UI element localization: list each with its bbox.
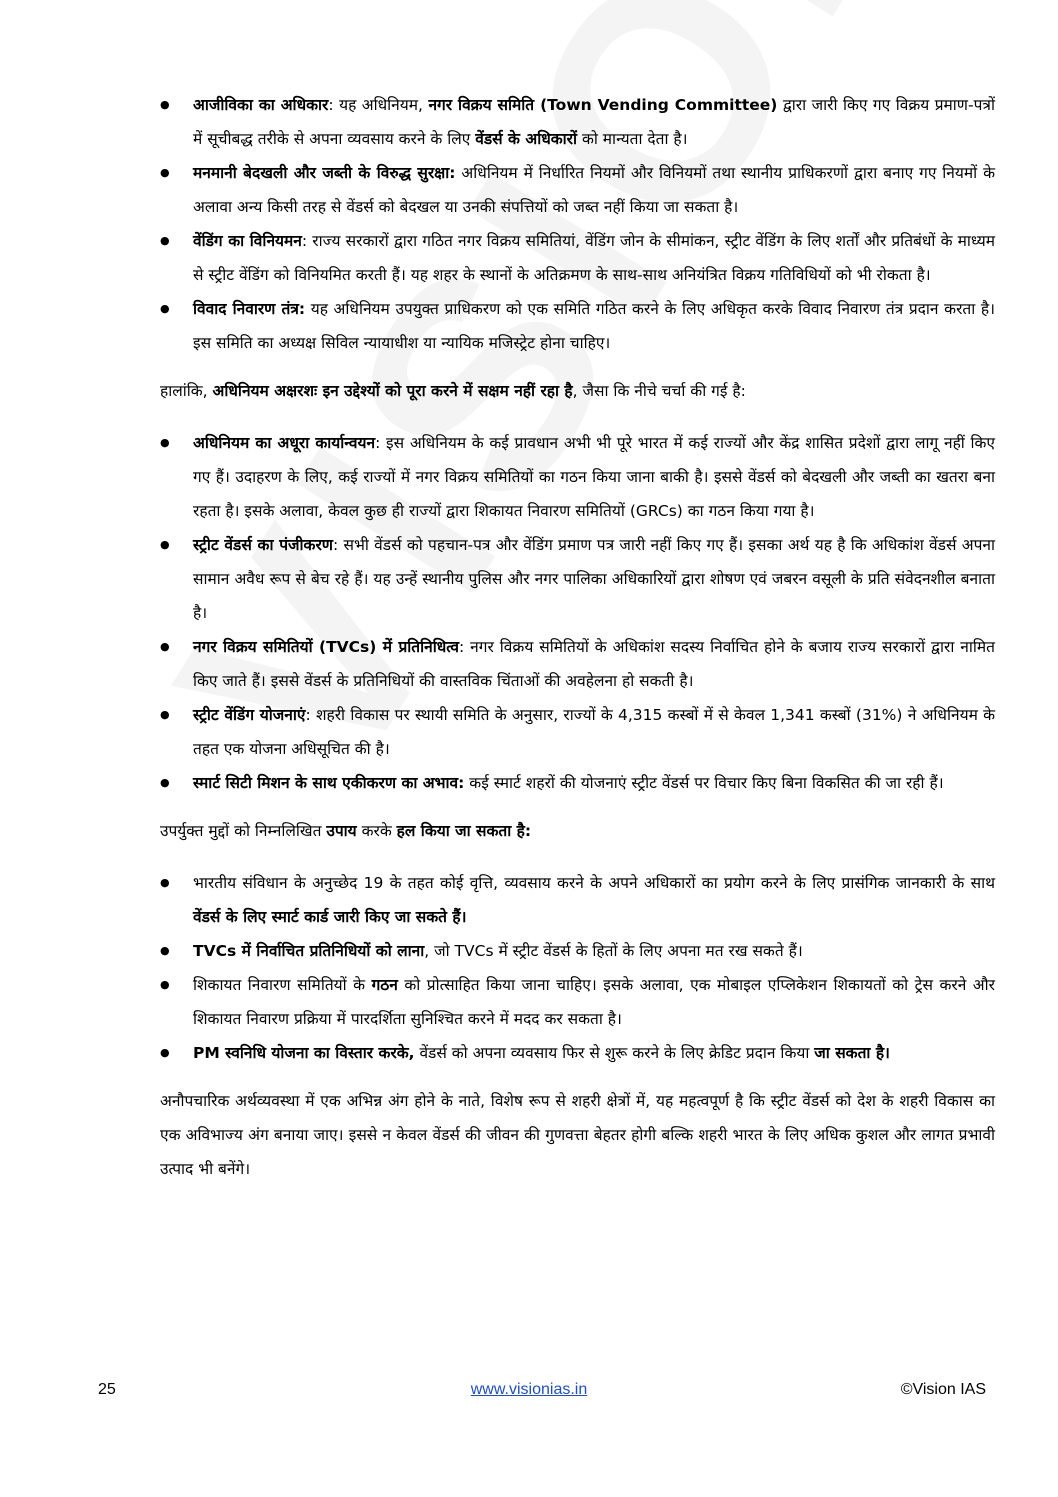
page-content	[160, 88, 995, 1186]
para-emphasis: हल किया जा सकता है:	[396, 822, 532, 840]
list-item-registration	[160, 528, 995, 630]
footer-website	[0, 1381, 1058, 1399]
item-text: : इस अधिनियम के कई प्रावधान अभी भी पूरे भारत में कई राज्यों और केंद्र शासित प्रदेशों द्वारा लागू नहीं किए गए हैं। उदाहरण के लिए, कई राज्यों में नगर विक्रय समितियों का गठन किया जाना बाकी है। इससे वेंडर्स को बेदखली और जब्ती का खतरा बना रहता है। इसके अलावा, केवल कुछ ही राज्यों द्वारा शिकायत निवारण समितियों (GRCs) का गठन किया गया है।	[193, 434, 995, 520]
item-text: यह अधिनियम उपयुक्त प्राधिकरण को एक समिति गठित करने के लिए अधिकृत करके विवाद निवारण तंत्र प्रदान करता है। इस समिति का अध्यक्ष सिविल न्यायाधीश या न्यायिक मजिस्ट्रेट होना चाहिए।	[193, 300, 995, 352]
item-text: को प्रोत्साहित किया जाना चाहिए। इसके अलावा, एक मोबाइल एप्लिकेशन शिकायतों को ट्रेस करने और शिकायत निवारण प्रक्रिया में पारदर्शिता सुनिश्चित करने में मदद कर सकता है।	[193, 976, 995, 1028]
item-heading: वेंडिंग का विनियमन	[193, 232, 302, 250]
para-emphasis: अधिनियम अक्षरशः इन उद्देश्यों को पूरा करने में सक्षम नहीं रहा है	[212, 382, 573, 400]
list-item-vending-plans	[160, 698, 995, 766]
solutions-list	[160, 866, 995, 1070]
item-heading: PM स्वनिधि योजना का विस्तार करके,	[193, 1044, 415, 1062]
list-item-grievance-committees	[160, 968, 995, 1036]
item-emphasis: गठन	[371, 976, 398, 994]
item-emphasis: वेंडर्स के अधिकारों	[475, 130, 578, 148]
footer-copyright: ©Vision IAS	[900, 1381, 986, 1398]
item-text: : सभी वेंडर्स को पहचान-पत्र और वेंडिंग प्रमाण पत्र जारी नहीं किए गए हैं। इसका अर्थ यह है कि अधिकांश वेंडर्स अपना सामान अवैध रूप से बेच रहे हैं। यह उन्हें स्थानीय पुलिस और नगर पालिका अधिकारियों द्वारा शोषण एवं जबरन वसूली के प्रति संवेदनशील बनाता है।	[193, 536, 995, 622]
list-item-representation	[160, 630, 995, 698]
list-item-livelihood	[160, 88, 995, 156]
item-heading: स्ट्रीट वेंडर्स का पंजीकरण	[193, 536, 333, 554]
issues-list	[160, 426, 995, 800]
item-heading: आजीविका का अधिकार	[193, 96, 329, 114]
para-text: करके	[356, 822, 397, 840]
item-heading: अधिनियम का अधूरा कार्यान्वयन	[193, 434, 376, 452]
solutions-intro	[160, 814, 995, 848]
item-heading: नगर विक्रय समितियों (TVCs) में प्रतिनिधित्व	[193, 638, 460, 656]
list-item-smart-card	[160, 866, 995, 934]
item-text: : नगर विक्रय समितियों के अधिकांश सदस्य निर्वाचित होने के बजाय राज्य सरकारों द्वारा नामित किए जाते हैं। इससे वेंडर्स के प्रतिनिधियों की वास्तविक चिंताओं की अवहेलना हो सकती है।	[193, 638, 995, 690]
item-text: को मान्यता देता है।	[577, 130, 688, 148]
item-text: : शहरी विकास पर स्थायी समिति के अनुसार, राज्यों के 4,315 कस्बों में से केवल 1,341 कस्बों (31%) ने अधिनियम के तहत एक योजना अधिसूचित की है।	[193, 706, 995, 758]
list-item-elected-representatives	[160, 934, 995, 968]
item-heading: स्मार्ट सिटी मिशन के साथ एकीकरण का अभाव:	[193, 774, 465, 792]
item-heading: मनमानी बेदखली और जब्ती के विरुद्ध सुरक्षा:	[193, 164, 456, 182]
issues-intro	[160, 374, 995, 408]
para-text: उपर्युक्त मुद्दों को निम्नलिखित	[160, 822, 327, 840]
item-heading: विवाद निवारण तंत्र:	[193, 300, 306, 318]
website-link[interactable]: www.visionias.in	[470, 1381, 588, 1398]
item-emphasis: नगर विक्रय समिति (Town Vending Committee)	[428, 96, 778, 114]
item-text: शिकायत निवारण समितियों के	[193, 976, 372, 994]
para-emphasis: उपाय	[326, 822, 357, 840]
list-item-incomplete-implementation	[160, 426, 995, 528]
item-heading: TVCs में निर्वाचित प्रतिनिधियों को लाना	[193, 942, 425, 960]
conclusion-paragraph: अनौपचारिक अर्थव्यवस्था में एक अभिन्न अंग होने के नाते, विशेष रूप से शहरी क्षेत्रों में, यह महत्वपूर्ण है कि स्ट्रीट वेंडर्स को देश के शहरी विकास का एक अविभाज्य अंग बनाया जाए। इससे न केवल वेंडर्स की जीवन की गुणवत्ता बेहतर होगी बल्कि शहरी भारत के लिए अधिक कुशल और लागत प्रभावी उत्पाद भी बनेंगे।	[160, 1092, 995, 1178]
item-text: अधिनियम में निर्धारित नियमों और विनियमों तथा स्थानीय प्राधिकरणों द्वारा बनाए गए नियमों के अलावा अन्य किसी तरह से वेंडर्स को बेदखल या उनकी संपत्तियों को जब्त नहीं किया जा सकता है।	[193, 164, 995, 216]
page-number: 25	[98, 1381, 116, 1398]
item-emphasis: वेंडर्स के लिए स्मार्ट कार्ड जारी किए जा सकते हैं।	[193, 908, 467, 926]
list-item-regulation	[160, 224, 995, 292]
item-text: द्वारा जारी किए गए विक्रय प्रमाण-पत्रों में सूचीबद्ध तरीके से अपना व्यवसाय करने के लिए	[193, 96, 995, 148]
item-text: : यह अधिनियम,	[328, 96, 429, 114]
item-text: कई स्मार्ट शहरों की योजनाएं स्ट्रीट वेंडर्स पर विचार किए बिना विकसित की जा रही हैं।	[464, 774, 944, 792]
item-text: वेंडर्स को अपना व्यवसाय फिर से शुरू करने के लिए क्रेडिट प्रदान किया	[414, 1044, 815, 1062]
item-text: , जो TVCs में स्ट्रीट वेंडर्स के हितों के लिए अपना मत रख सकते हैं।	[424, 942, 803, 960]
para-text: , जैसा कि नीचे चर्चा की गई है:	[572, 382, 746, 400]
item-text: : राज्य सरकारों द्वारा गठित नगर विक्रय समितियां, वेंडिंग जोन के सीमांकन, स्ट्रीट वेंडिंग के लिए शर्तों और प्रतिबंधों के माध्यम से स्ट्रीट वेंडिंग को विनियमित करती हैं। यह शहर के स्थानों के अतिक्रमण के साथ-साथ अनियंत्रित विक्रय गतिविधियों को भी रोकता है।	[193, 232, 995, 284]
item-heading: स्ट्रीट वेंडिंग योजनाएं	[193, 706, 306, 724]
rights-list	[160, 88, 995, 360]
item-emphasis: जा सकता है।	[814, 1044, 890, 1062]
list-item-dispute-resolution	[160, 292, 995, 360]
list-item-eviction-protection	[160, 156, 995, 224]
list-item-pm-svanidhi	[160, 1036, 995, 1070]
item-text: भारतीय संविधान के अनुच्छेद 19 के तहत कोई वृत्ति, व्यवसाय करने के अपने अधिकारों का प्रयोग करने के लिए प्रासंगिक जानकारी के साथ	[193, 874, 995, 892]
list-item-smart-city	[160, 766, 995, 800]
para-text: हालांकि,	[160, 382, 213, 400]
